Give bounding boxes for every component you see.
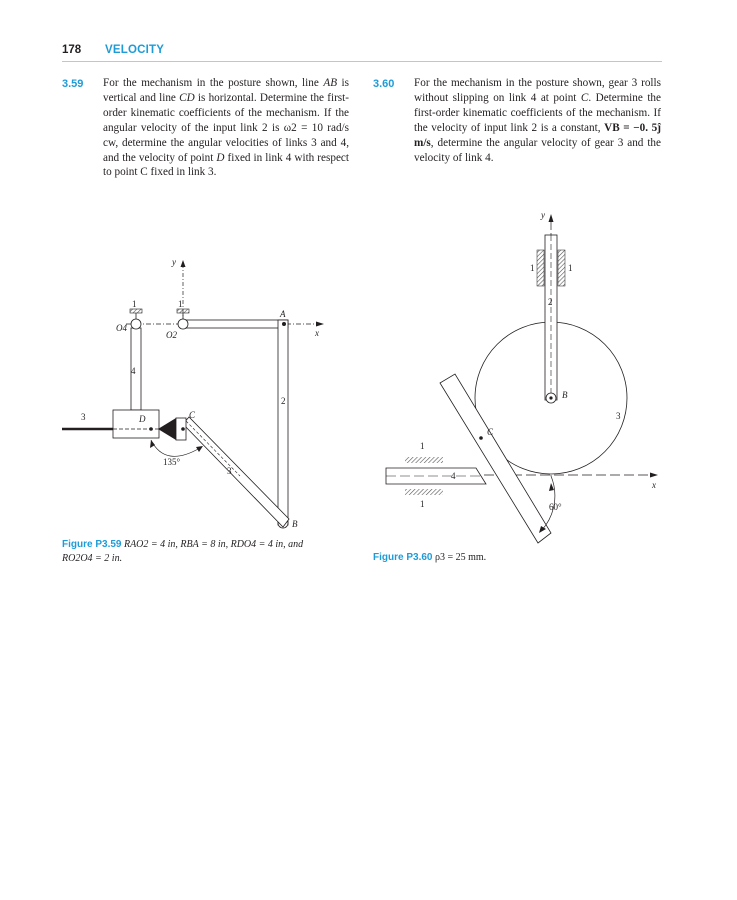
- header-rule: [62, 61, 662, 62]
- section-title: VELOCITY: [105, 44, 165, 56]
- label-o2: O2: [166, 330, 177, 340]
- omega-value: ω2 = 10 rad/s cw: [103, 121, 350, 149]
- figure-p360: [380, 205, 670, 550]
- ground-top-right: [558, 250, 565, 286]
- label-ground-1b: 1: [178, 299, 183, 309]
- c-wedge: [158, 418, 176, 440]
- ground-o4: [130, 309, 142, 313]
- y-label-360: y: [541, 210, 545, 220]
- label-link-2: 2: [281, 396, 286, 406]
- pin-o4: [131, 319, 141, 329]
- label-ground-mid: 1: [420, 441, 425, 451]
- label-angle-60: 60°: [549, 502, 562, 512]
- x-arrow-359: [316, 322, 324, 327]
- y-arrow-359: [181, 260, 186, 267]
- caption-text-p359: RAO2 = 4 in, RBA = 8 in, RDO4 = 4 in, and RO2O4 = 2 in.: [62, 539, 304, 564]
- ground-top-left: [537, 250, 544, 286]
- link-2-vertical: [278, 320, 288, 525]
- figure-p359: [55, 245, 345, 540]
- x-label-360: x: [652, 480, 656, 490]
- ground-o2: [177, 309, 189, 313]
- y-label-359: y: [172, 257, 176, 267]
- label-link-3-left: 3: [81, 412, 86, 422]
- point-a: [282, 322, 286, 326]
- slider-d: [113, 410, 159, 438]
- label-angle-135: 135°: [163, 457, 181, 467]
- label-link-4: 4: [131, 366, 136, 376]
- ground-mid: [405, 457, 443, 463]
- link-2-horizontal: [183, 320, 288, 328]
- label-ground-bottom: 1: [420, 499, 425, 509]
- label-ground-1a: 1: [132, 299, 137, 309]
- point-c: [181, 427, 185, 431]
- y-arrow-360: [549, 214, 554, 222]
- label-c-360: C: [487, 427, 494, 437]
- caption-p359: [62, 538, 322, 566]
- label-ground-top-left: 1: [530, 263, 535, 273]
- angle-arc-359: [151, 440, 200, 456]
- ground-bottom: [405, 489, 443, 495]
- page-number: 178: [62, 44, 82, 56]
- label-link-3-360: 3: [616, 411, 621, 421]
- label-o4: O4: [116, 323, 127, 333]
- label-b: B: [292, 519, 298, 529]
- label-link-3: 3: [227, 466, 232, 476]
- problem-number-360: 3.60: [373, 78, 395, 90]
- label-b-360: B: [562, 390, 568, 400]
- label-ground-top-right: 1: [568, 263, 573, 273]
- label-d: D: [139, 414, 146, 424]
- problem-text-360: For the mechanism in the posture shown, gear 3 rolls without slipping on link 4 at point C. Determine the first-order kinematic coefficients of the mechanism. If the velocity of input link 2 is a constant, VB = −0. 5ĵ m/s, determine the angular velocity of gear 3 and the velocity of link 4.: [414, 77, 661, 164]
- caption-p360: [373, 551, 633, 565]
- page-header: [62, 44, 662, 64]
- caption-label-p359: Figure P3.59: [62, 539, 122, 550]
- label-a: A: [280, 309, 286, 319]
- point-c-360: [479, 436, 483, 440]
- label-c: C: [189, 410, 196, 420]
- caption-text-p360: ρ3 = 25 mm.: [434, 552, 487, 563]
- caption-label-p360: Figure P3.60: [373, 552, 433, 563]
- problem-number-359: 3.59: [62, 78, 84, 90]
- label-link-4-360: 4: [451, 471, 456, 481]
- x-arrow-360: [650, 473, 658, 478]
- vb-value: VB = −0. 5ĵ m/s: [414, 121, 661, 149]
- problem-text-359: For the mechanism in the posture shown, line AB is vertical and line CD is horizontal. Determine the first-order kinematic coefficients of the mechanism. If the angular velocity of the input link 2 is ω2 = 10 rad/s cw, determine the angular velocities of links 3 and 4, and the velocity of point D fixed in link 4 with respect to point C fixed in link 3.: [103, 77, 350, 179]
- label-link-2-360: 2: [548, 297, 553, 307]
- x-label-359: x: [315, 328, 319, 338]
- pin-o2: [178, 319, 188, 329]
- point-d: [149, 427, 153, 431]
